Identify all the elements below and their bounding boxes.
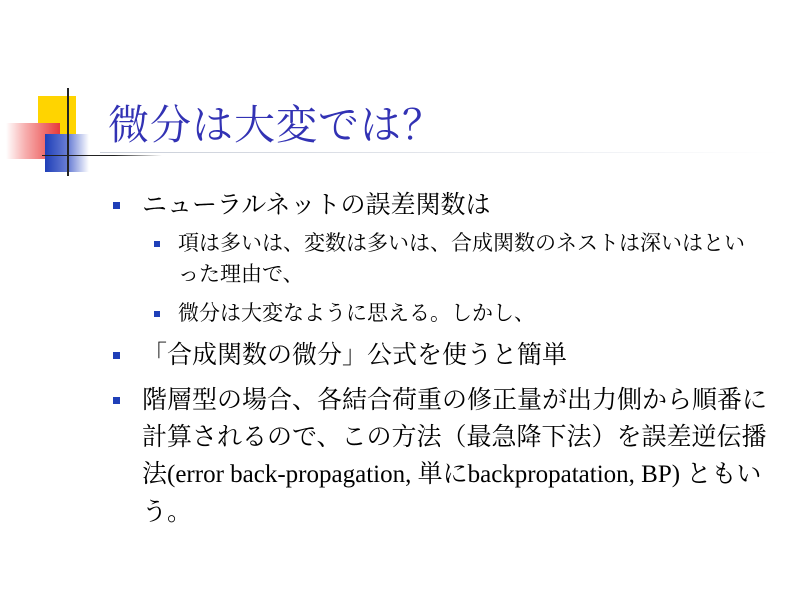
vertical-line-decoration — [67, 88, 69, 176]
backprop-text-jp-2: 単に — [417, 459, 468, 488]
sub-bullet-marker — [154, 311, 160, 317]
bullet-item-chain-rule: 「合成関数の微分」公式を使うと簡単 — [142, 340, 568, 369]
backprop-text-jp-3: ともいう。 — [142, 459, 762, 526]
sub-bullet-item-difficult: 微分は大変なように思える。しかし、 — [178, 301, 535, 325]
slide-title: 微分は大変では？ — [108, 101, 444, 149]
sub-bullet-item-reasons: 項は多いは、変数は多いは、合成関数のネストは深いはといった理由で、 — [178, 231, 745, 286]
bullet-marker — [113, 202, 120, 209]
backprop-text-en-2: backpropatation, BP) — [467, 461, 687, 488]
horizontal-line-decoration — [42, 155, 162, 156]
bullet-marker — [113, 352, 120, 359]
backprop-text-jp: 階層型の場合、各結合荷重の修正量が出力側から順番に計算されるので、この方法（最急降下法）を誤差逆伝播法 — [142, 385, 768, 488]
bullet-item-backpropagation — [142, 381, 772, 530]
backprop-text-en: (error back-propagation, — [167, 461, 418, 488]
sub-bullet-marker — [154, 241, 160, 247]
title-underline — [100, 152, 780, 153]
bullet-item-error-function: ニューラルネットの誤差関数は — [142, 190, 491, 219]
bullet-marker — [113, 397, 120, 404]
